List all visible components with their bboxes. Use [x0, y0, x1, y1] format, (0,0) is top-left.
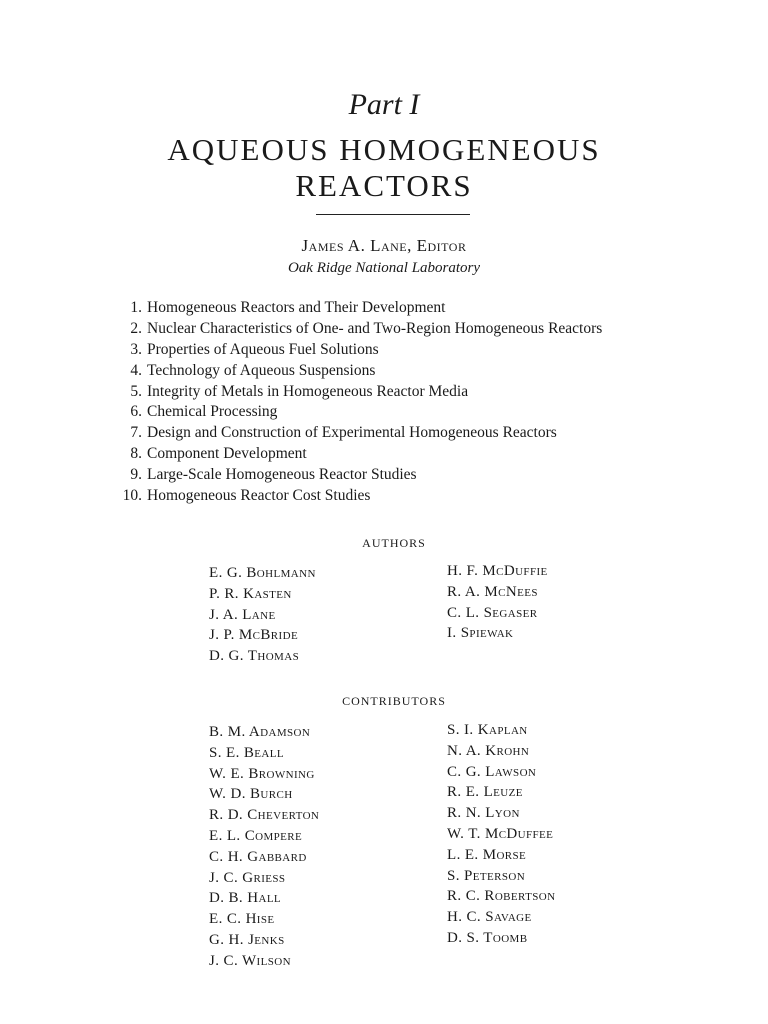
author-name: J. P. McBride	[209, 627, 299, 644]
chapter-item	[110, 340, 730, 361]
chapter-title: Component Development	[147, 445, 307, 463]
chapter-list	[110, 298, 730, 507]
contributors-right-column	[447, 720, 555, 949]
title-line-1: AQUEOUS HOMOGENEOUS	[167, 132, 601, 167]
editor-affiliation: Oak Ridge National Laboratory	[287, 260, 481, 276]
chapter-title: Nuclear Characteristics of One- and Two-Region Homogeneous Reactors	[147, 319, 603, 337]
chapter-item	[110, 361, 730, 382]
chapter-number: 1.	[130, 299, 142, 316]
chapter-number: 2.	[130, 319, 142, 337]
chapter-title: Design and Construction of Experimental Homogeneous Reactors	[147, 424, 557, 442]
title-line-2: REACTORS	[295, 168, 473, 203]
part-heading: Part I	[348, 88, 420, 121]
chapter-number: 4.	[130, 361, 142, 379]
contributor-name: E. L. Compere	[209, 827, 303, 844]
chapter-number: 9.	[130, 466, 142, 484]
contributors-heading: CONTRIBUTORS	[342, 694, 446, 708]
contributor-name: R. D. Cheverton	[209, 807, 320, 824]
chapter-item	[110, 319, 730, 340]
chapter-number: 10.	[122, 487, 142, 505]
contributor-name: C. G. Lawson	[447, 763, 537, 780]
contributor-name: J. C. Wilson	[209, 952, 291, 969]
contributor-name: W. D. Burch	[209, 786, 293, 803]
contributor-name: S. E. Beall	[209, 744, 285, 761]
chapter-title: Chemical Processing	[147, 403, 278, 421]
contributor-name: N. A. Krohn	[447, 742, 530, 759]
chapter-item	[110, 402, 730, 423]
contributor-name: R. C. Robertson	[447, 888, 556, 905]
chapter-number: 7.	[130, 424, 142, 442]
author-name: I. Spiewak	[447, 625, 514, 642]
author-name: D. G. Thomas	[209, 648, 300, 665]
contributor-name: W. T. McDuffee	[447, 825, 554, 842]
contributor-name: G. H. Jenks	[209, 931, 285, 948]
author-name: E. G. Bohlmann	[209, 565, 316, 581]
contributor-name: D. S. Toomb	[447, 929, 528, 946]
chapter-title: Technology of Aqueous Suspensions	[147, 361, 376, 379]
chapter-number: 8.	[130, 445, 142, 463]
chapter-item	[110, 444, 730, 465]
contributor-name: S. I. Kaplan	[447, 722, 528, 738]
chapter-title: Large-Scale Homogeneous Reactor Studies	[147, 466, 417, 484]
chapter-title: Homogeneous Reactor Cost Studies	[147, 487, 371, 505]
authors-heading: AUTHORS	[362, 536, 426, 550]
author-name: R. A. McNees	[447, 583, 538, 600]
chapter-title: Homogeneous Reactors and Their Development	[147, 299, 446, 316]
chapter-item	[110, 382, 730, 403]
contributor-name: W. E. Browning	[209, 765, 315, 782]
chapter-title: Properties of Aqueous Fuel Solutions	[147, 340, 379, 358]
chapter-item	[110, 298, 730, 319]
chapter-title: Integrity of Metals in Homogeneous Reactor Media	[147, 382, 469, 400]
contributor-name: S. Peterson	[447, 867, 526, 884]
chapter-number: 6.	[130, 403, 142, 421]
contributor-name: E. C. Hise	[209, 911, 275, 928]
contributor-name: J. C. Griess	[209, 869, 286, 886]
editor-name: James A. Lane, Editor	[301, 236, 467, 255]
contributor-name: C. H. Gabbard	[209, 848, 307, 865]
title-divider	[316, 214, 470, 215]
chapter-item	[110, 486, 730, 507]
contributor-name: R. E. Leuze	[447, 784, 523, 801]
chapter-item	[110, 465, 730, 486]
contributor-name: L. E. Morse	[447, 846, 527, 863]
authors-left-column	[209, 563, 316, 667]
chapter-number: 3.	[130, 340, 142, 358]
author-name: C. L. Segaser	[447, 604, 538, 621]
contributors-left-column	[209, 722, 319, 972]
contributor-name: R. N. Lyon	[447, 805, 520, 822]
chapter-item	[110, 423, 730, 444]
author-name: P. R. Kasten	[209, 585, 292, 602]
authors-right-column	[447, 561, 548, 644]
author-name: H. F. McDuffie	[447, 563, 548, 579]
contributor-name: B. M. Adamson	[209, 724, 311, 740]
contributor-name: D. B. Hall	[209, 890, 282, 907]
chapter-number: 5.	[130, 382, 142, 400]
contributor-name: H. C. Savage	[447, 909, 532, 926]
author-name: J. A. Lane	[209, 606, 276, 623]
